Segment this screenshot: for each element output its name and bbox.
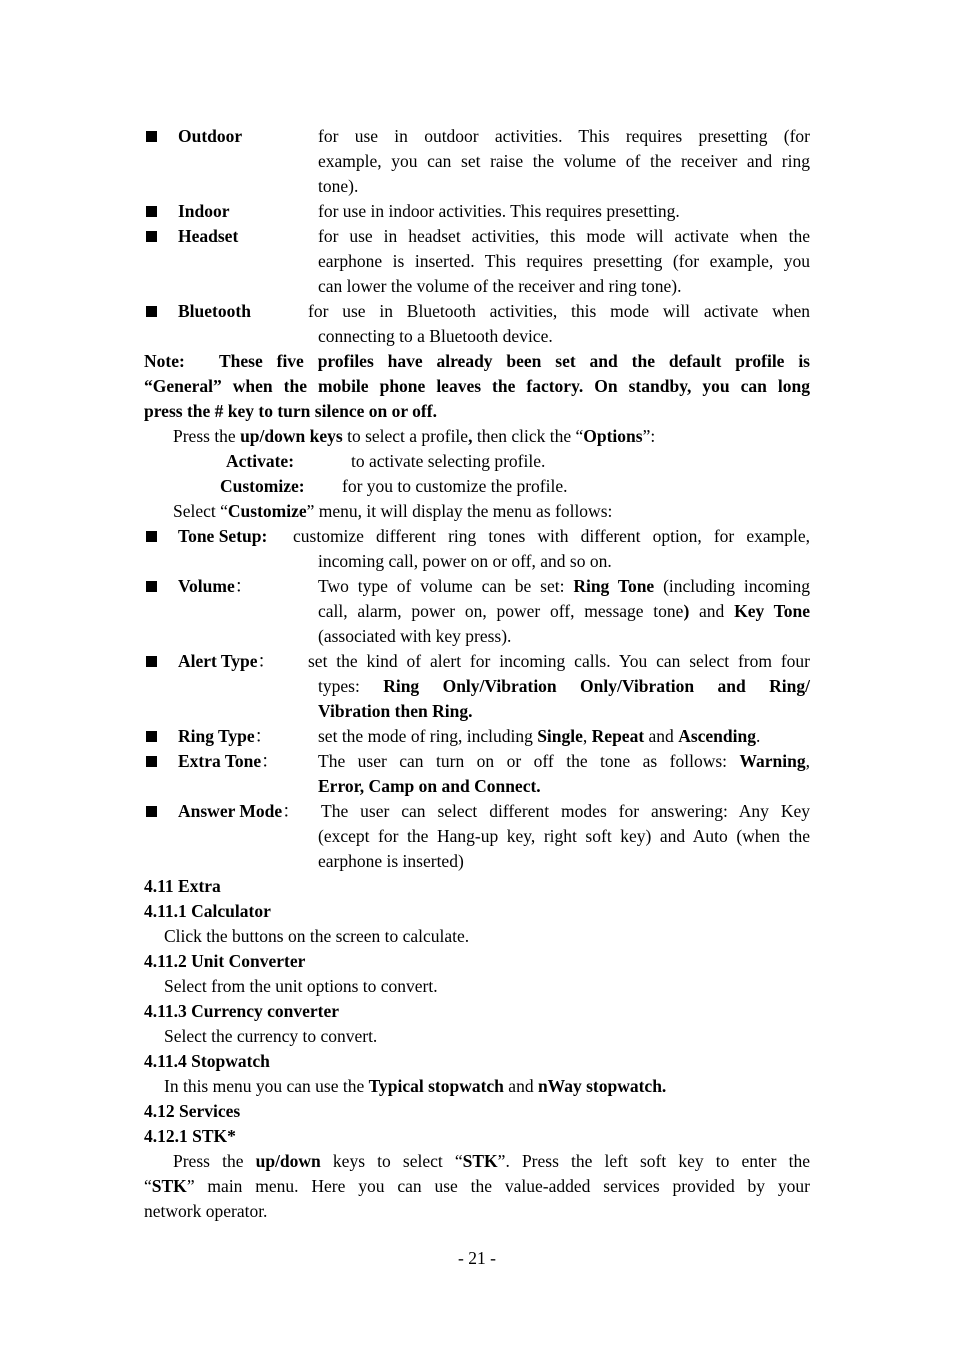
note-line: press the # key to turn silence on or off.: [144, 401, 437, 421]
option-customize-text: for you to customize the profile.: [342, 476, 568, 496]
bullet-square-icon: [146, 581, 157, 592]
profile-name-outdoor: Outdoor: [178, 126, 243, 146]
menu-desc-line: (except for the Hang-up key, right soft key) and Auto (when the: [318, 826, 810, 846]
stk-paragraph-line: Press the up/down keys to select “STK”. Press the left soft key to enter the: [173, 1151, 811, 1171]
note-line: These five profiles have already been set and the default profile is: [219, 351, 810, 371]
subsection-heading: 4.11.3 Currency converter: [144, 1001, 340, 1021]
menu-label-extra-tone: Extra Tone：: [178, 751, 279, 771]
profile-desc-line: connecting to a Bluetooth device.: [318, 326, 553, 346]
section-text: Select the currency to convert.: [164, 1026, 378, 1046]
menu-desc-line: Two type of volume can be set: Ring Tone (including incoming: [318, 576, 810, 596]
note-label: Note:: [144, 351, 185, 371]
section-text: Click the buttons on the screen to calculate.: [164, 926, 470, 946]
menu-desc-line: set the kind of alert for incoming calls. You can select from four: [308, 651, 810, 671]
menu-desc-line: incoming call, power on or off, and so on.: [318, 551, 612, 571]
menu-desc-line: set the mode of ring, including Single, Repeat and Ascending.: [318, 726, 761, 746]
menu-desc-line: earphone is inserted): [318, 851, 464, 871]
menu-desc-line: types: Ring Only/Vibration Only/Vibration and Ring/: [318, 676, 810, 696]
section-text: Select from the unit options to convert.: [164, 976, 438, 996]
profile-desc-line: for use in Bluetooth activities, this mode will activate when: [308, 301, 810, 321]
profile-desc-line: for use in headset activities, this mode will activate when the: [318, 226, 810, 246]
subsection-heading: 4.12.1 STK*: [144, 1126, 236, 1146]
profile-desc-line: for use in indoor activities. This requires presetting.: [318, 201, 680, 221]
subsection-heading: 4.11.1 Calculator: [144, 901, 271, 921]
bullet-square-icon: [146, 306, 157, 317]
menu-label-ring-type: Ring Type：: [178, 726, 273, 746]
profile-desc-line: for use in outdoor activities. This requires presetting (for: [318, 126, 810, 146]
profile-desc-line: tone).: [318, 176, 359, 196]
menu-desc-line: (associated with key press).: [318, 626, 512, 646]
subsection-heading: 4.11.2 Unit Converter: [144, 951, 306, 971]
bullet-square-icon: [146, 806, 157, 817]
option-activate-label: Activate:: [226, 451, 295, 471]
page-number: - 21 -: [458, 1248, 496, 1268]
section-heading: 4.11 Extra: [144, 876, 221, 896]
profile-name-headset: Headset: [178, 226, 239, 246]
bullet-square-icon: [146, 231, 157, 242]
stk-paragraph-line: “STK” main menu. Here you can use the value-added services provided by your: [144, 1176, 810, 1196]
profile-name-bluetooth: Bluetooth: [178, 301, 251, 321]
bullet-square-icon: [146, 131, 157, 142]
menu-desc-line: call, alarm, power on, power off, message tone) and Key Tone: [318, 601, 810, 621]
profile-desc-line: example, you can set raise the volume of the receiver and ring: [318, 151, 810, 171]
profile-desc-line: can lower the volume of the receiver and ring tone).: [318, 276, 682, 296]
profile-desc-line: earphone is inserted. This requires presetting (for example, you: [318, 251, 810, 271]
bullet-square-icon: [146, 756, 157, 767]
note-line: “General” when the mobile phone leaves the factory. On standby, you can long: [144, 376, 810, 396]
menu-label-tone-setup: Tone Setup:: [178, 526, 268, 546]
menu-label-alert-type: Alert Type：: [178, 651, 276, 671]
section-heading: 4.12 Services: [144, 1101, 241, 1121]
option-activate-text: to activate selecting profile.: [351, 451, 546, 471]
stk-paragraph-line: network operator.: [144, 1201, 268, 1221]
profile-name-indoor: Indoor: [178, 201, 230, 221]
menu-desc-line: The user can select different modes for answering: Any Key: [321, 801, 810, 821]
subsection-heading: 4.11.4 Stopwatch: [144, 1051, 270, 1071]
bullet-square-icon: [146, 531, 157, 542]
menu-desc-line: customize different ring tones with different option, for example,: [293, 526, 810, 546]
instruction-line: Select “Customize” menu, it will display the menu as follows:: [173, 501, 613, 521]
option-customize-label: Customize:: [220, 476, 305, 496]
bullet-square-icon: [146, 206, 157, 217]
menu-label-volume: Volume：: [178, 576, 253, 596]
menu-desc-line: The user can turn on or off the tone as follows: Warning,: [318, 751, 810, 771]
menu-label-answer-mode: Answer Mode：: [178, 801, 300, 821]
bullet-square-icon: [146, 656, 157, 667]
section-text: In this menu you can use the Typical stopwatch and nWay stopwatch.: [164, 1076, 667, 1096]
menu-desc-line: Vibration then Ring.: [318, 701, 473, 721]
bullet-square-icon: [146, 731, 157, 742]
menu-desc-line: Error, Camp on and Connect.: [318, 776, 541, 796]
instruction-line: Press the up/down keys to select a profile, then click the “Options”:: [173, 426, 656, 446]
